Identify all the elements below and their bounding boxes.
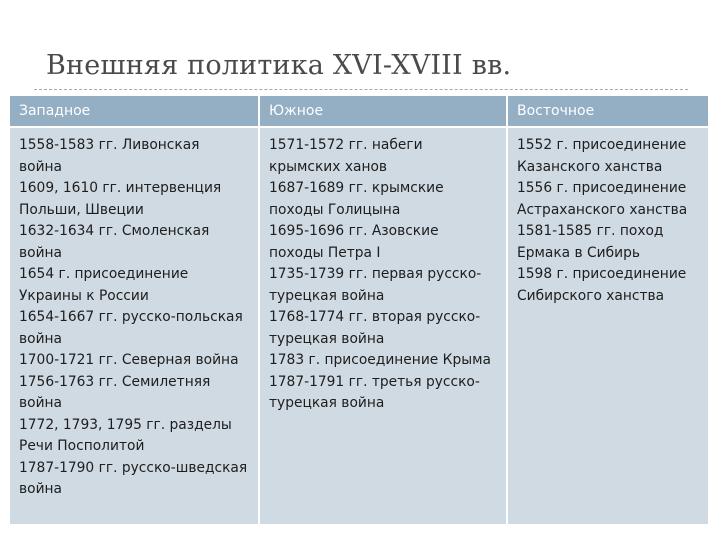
cell-line: 1756-1763 гг. Семилетняя: [19, 373, 211, 390]
cell-line: война: [19, 330, 63, 347]
cell-line: 1654 г. присоединение: [19, 266, 189, 282]
cell-line: война: [19, 481, 63, 497]
cell-line: Сибирского ханства: [517, 287, 665, 304]
cell-line: война: [19, 158, 63, 175]
cell-line: 1700-1721 гг. Северная война: [19, 352, 239, 368]
header-western: Западное: [10, 96, 259, 127]
cell-line: 1695-1696 гг. Азовские: [269, 223, 439, 239]
cell-eastern: [507, 127, 708, 524]
cell-line: Речи Посполитой: [19, 438, 145, 454]
cell-line: война: [19, 395, 63, 411]
slide-title: Внешняя политика XVI-XVIII вв.: [46, 50, 512, 81]
cell-line: 1787-1791 гг. третья русско-: [269, 373, 480, 390]
cell-western: [10, 127, 259, 524]
table-row: [10, 127, 708, 524]
cell-line: 1768-1774 гг. вторая русско-: [269, 309, 481, 325]
cell-line: 1787-1790 гг. русско-шведская: [19, 459, 248, 476]
cell-line: турецкая война: [269, 330, 385, 347]
cell-line: война: [19, 244, 63, 261]
cell-line: Казанского ханства: [517, 158, 663, 175]
cell-line: 1571-1572 гг. набеги: [269, 137, 423, 153]
cell-southern: [259, 127, 507, 524]
cell-line: Украины к России: [19, 287, 149, 304]
cell-line: 1556 г. присоединение: [517, 180, 687, 196]
cell-line: турецкая война: [269, 287, 385, 304]
cell-line: 1783 г. присоединение Крыма: [269, 352, 491, 368]
cell-line: походы Голицына: [269, 201, 401, 218]
cell-line: 1687-1689 гг. крымские: [269, 180, 444, 196]
cell-line: Польши, Швеции: [19, 201, 144, 218]
cell-line: 1735-1739 гг. первая русско-: [269, 266, 482, 282]
title-divider: [34, 89, 688, 90]
header-southern: Южное: [259, 96, 507, 127]
cell-line: 1581-1585 гг. поход: [517, 223, 664, 239]
cell-line: крымских ханов: [269, 158, 388, 175]
cell-line: 1609, 1610 гг. интервенция: [19, 180, 222, 196]
cell-line: 1552 г. присоединение: [517, 137, 687, 153]
cell-line: 1558-1583 гг. Ливонская: [19, 137, 200, 153]
table-header-row: [10, 96, 708, 127]
cell-line: 1632-1634 гг. Смоленская: [19, 223, 210, 239]
cell-line: 1598 г. присоединение: [517, 266, 687, 282]
cell-line: 1654-1667 гг. русско-польская: [19, 309, 243, 325]
cell-line: походы Петра I: [269, 244, 381, 261]
cell-line: 1772, 1793, 1795 гг. разделы: [19, 416, 232, 433]
header-eastern: Восточное: [507, 96, 708, 127]
cell-line: Астраханского ханства: [517, 201, 688, 218]
cell-line: турецкая война: [269, 395, 385, 411]
foreign-policy-table: [10, 96, 708, 524]
cell-line: Ермака в Сибирь: [517, 244, 640, 261]
